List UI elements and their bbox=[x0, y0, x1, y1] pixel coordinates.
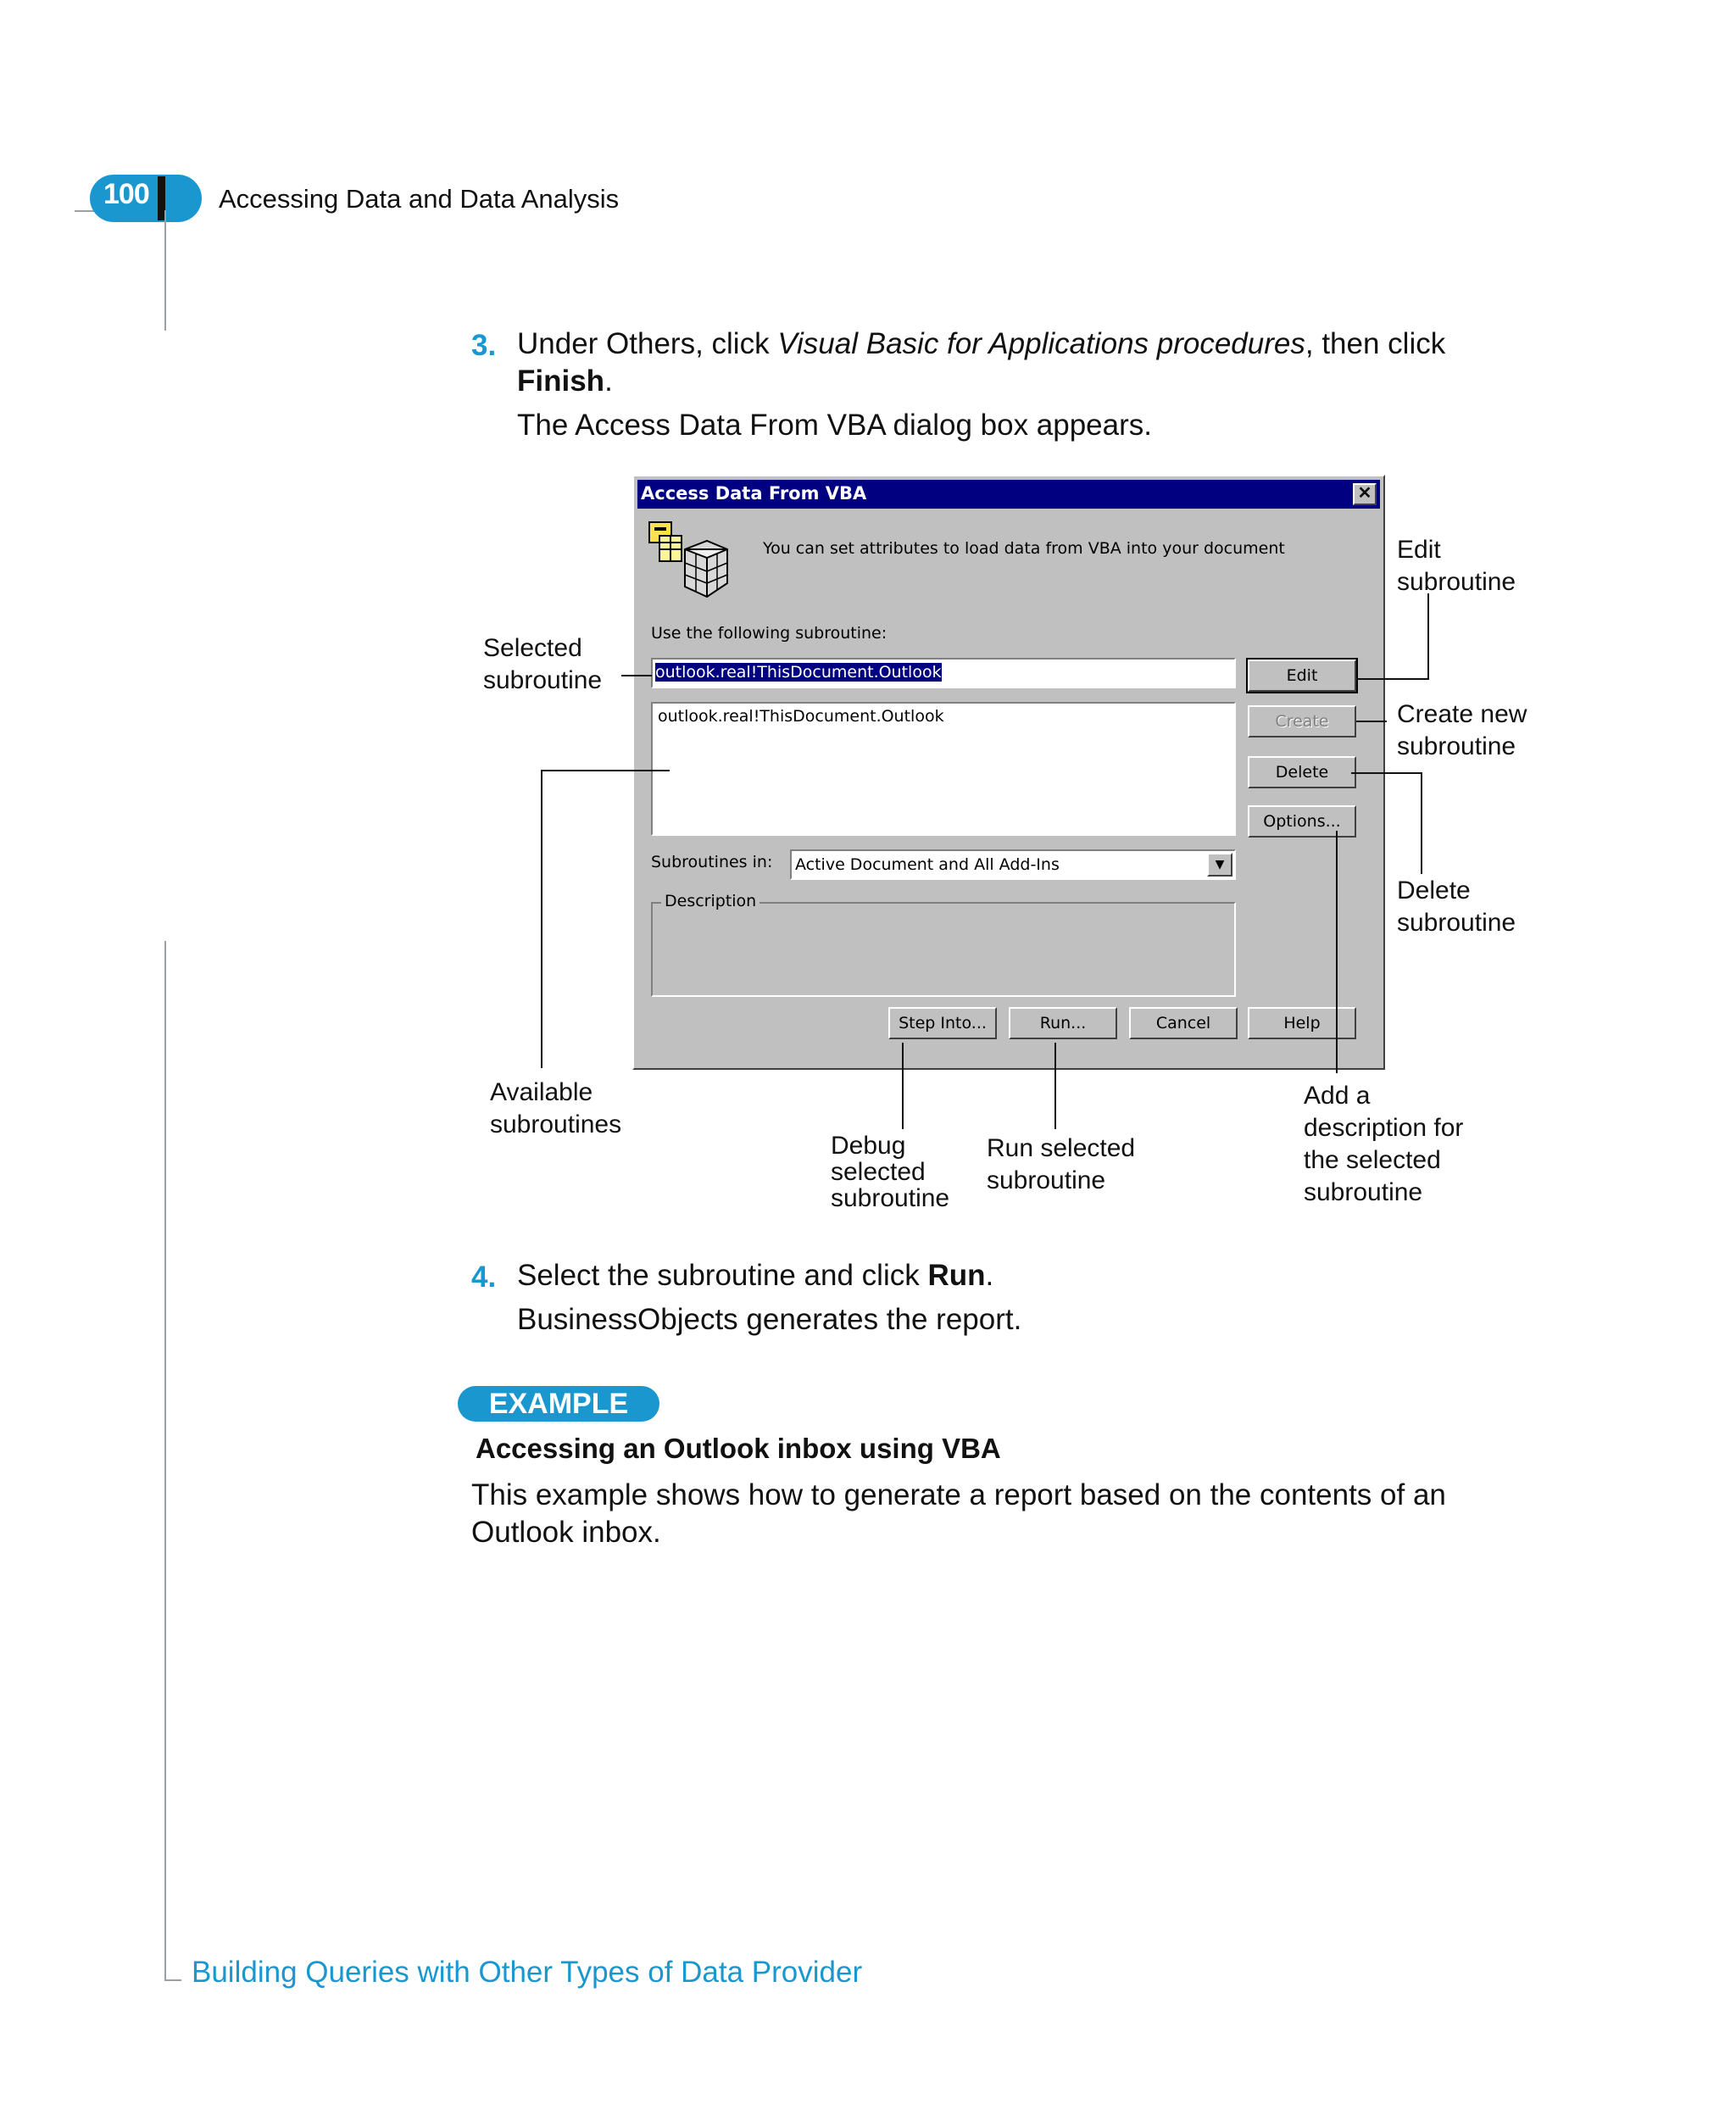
callout-line-available-h bbox=[541, 770, 670, 771]
step-4-result: BusinessObjects generates the report. bbox=[517, 1303, 1022, 1336]
callout-delete-line2: subroutine bbox=[1397, 909, 1516, 937]
step-4-text-a: Select the subroutine and click bbox=[517, 1259, 928, 1292]
callout-create-line2: subroutine bbox=[1397, 732, 1516, 760]
callout-available-subroutines bbox=[490, 1077, 621, 1141]
cancel-button[interactable]: Cancel bbox=[1129, 1007, 1238, 1039]
step-3-text bbox=[517, 326, 1445, 400]
callout-line-debug bbox=[902, 1043, 904, 1129]
callout-run-subroutine bbox=[987, 1133, 1135, 1197]
dialog-title: Access Data From VBA bbox=[641, 483, 867, 504]
step-4-text-bold: Run bbox=[927, 1259, 986, 1292]
options-button[interactable]: Options... bbox=[1248, 805, 1356, 838]
callout-debug-line2: selected bbox=[831, 1158, 926, 1186]
step-3-text-b: , then click bbox=[1305, 327, 1446, 360]
step-3-text-italic: Visual Basic for Applications procedures bbox=[777, 327, 1305, 360]
callout-debug-line1: Debug bbox=[831, 1132, 906, 1160]
callout-description-line4: subroutine bbox=[1304, 1178, 1423, 1206]
running-head: Accessing Data and Data Analysis bbox=[219, 184, 620, 214]
callout-run-line2: subroutine bbox=[987, 1166, 1106, 1194]
step-4-text bbox=[517, 1257, 993, 1294]
callout-delete-line1: Delete bbox=[1397, 877, 1471, 904]
callout-edit-line1: Edit bbox=[1397, 536, 1441, 564]
use-subroutine-label: Use the following subroutine: bbox=[651, 624, 887, 643]
callout-line-delete-v bbox=[1421, 772, 1422, 874]
callout-description-line2: description for bbox=[1304, 1114, 1464, 1142]
run-button[interactable]: Run... bbox=[1009, 1007, 1117, 1039]
footer-title: Building Queries with Other Types of Data Provider bbox=[192, 1956, 863, 1989]
step-into-button[interactable]: Step Into... bbox=[888, 1007, 997, 1039]
margin-rule-top bbox=[164, 210, 166, 331]
subroutine-list-item[interactable]: outlook.real!ThisDocument.Outlook bbox=[658, 707, 944, 726]
callout-line-run bbox=[1054, 1043, 1056, 1129]
selected-subroutine-value: outlook.real!ThisDocument.Outlook bbox=[655, 663, 942, 682]
callout-description-line1: Add a bbox=[1304, 1082, 1371, 1110]
callout-delete-subroutine bbox=[1397, 875, 1516, 939]
footer-rule bbox=[164, 1979, 181, 1981]
callout-create-line1: Create new bbox=[1397, 700, 1527, 728]
callout-create-subroutine bbox=[1397, 699, 1527, 763]
callout-debug-line3: subroutine bbox=[831, 1184, 950, 1212]
create-button[interactable]: Create bbox=[1248, 705, 1356, 738]
subroutines-in-value: Active Document and All Add-Ins bbox=[795, 855, 1060, 874]
vba-data-icon bbox=[648, 520, 729, 600]
callout-description-line3: the selected bbox=[1304, 1146, 1441, 1174]
callout-line-edit-v bbox=[1427, 593, 1429, 680]
callout-line-available-v bbox=[541, 770, 542, 1068]
example-body-line1: This example shows how to generate a report based on the contents of an bbox=[471, 1478, 1446, 1511]
step-4-number: 4. bbox=[471, 1261, 497, 1294]
callout-available-line2: subroutines bbox=[490, 1110, 622, 1138]
callout-run-line1: Run selected bbox=[987, 1134, 1136, 1162]
page-number: 100 bbox=[103, 178, 149, 210]
callout-line-description bbox=[1336, 831, 1338, 1073]
step-3-number: 3. bbox=[471, 329, 497, 362]
callout-add-description bbox=[1304, 1080, 1463, 1209]
step-3-text-a: Under Others, click bbox=[517, 327, 778, 360]
callout-line-delete-h bbox=[1351, 772, 1422, 774]
dialog-intro: You can set attributes to load data from VBA into your document bbox=[763, 539, 1285, 558]
callout-selected-subroutine bbox=[483, 632, 602, 697]
subroutines-in-label: Subroutines in: bbox=[651, 853, 773, 871]
step-3-text-bold: Finish bbox=[517, 365, 605, 398]
callout-edit-line2: subroutine bbox=[1397, 568, 1516, 596]
example-badge: EXAMPLE bbox=[458, 1386, 659, 1422]
callout-edit-subroutine bbox=[1397, 534, 1516, 598]
callout-available-line1: Available bbox=[490, 1078, 593, 1106]
delete-button[interactable]: Delete bbox=[1248, 756, 1356, 788]
callout-line-edit-h bbox=[1356, 678, 1429, 680]
callout-selected-line2: subroutine bbox=[483, 666, 603, 694]
description-group bbox=[651, 902, 1236, 997]
callout-selected-line1: Selected bbox=[483, 634, 582, 662]
description-label: Description bbox=[661, 892, 760, 910]
callout-line-selected bbox=[621, 675, 652, 676]
step-3-result: The Access Data From VBA dialog box appears. bbox=[517, 409, 1152, 442]
example-body bbox=[471, 1477, 1446, 1551]
example-title: Accessing an Outlook inbox using VBA bbox=[476, 1433, 1001, 1464]
step-3-text-c: . bbox=[604, 365, 613, 398]
callout-debug-subroutine bbox=[831, 1133, 949, 1211]
step-4-text-b: . bbox=[985, 1259, 994, 1292]
dropdown-arrow-icon[interactable]: ▼ bbox=[1207, 853, 1232, 877]
margin-rule-bottom bbox=[164, 941, 166, 1981]
example-body-line2: Outlook inbox. bbox=[471, 1516, 661, 1549]
edit-button[interactable]: Edit bbox=[1248, 660, 1356, 692]
close-button[interactable]: ✕ bbox=[1353, 483, 1377, 505]
callout-line-create bbox=[1356, 721, 1387, 722]
help-button[interactable]: Help bbox=[1248, 1007, 1356, 1039]
